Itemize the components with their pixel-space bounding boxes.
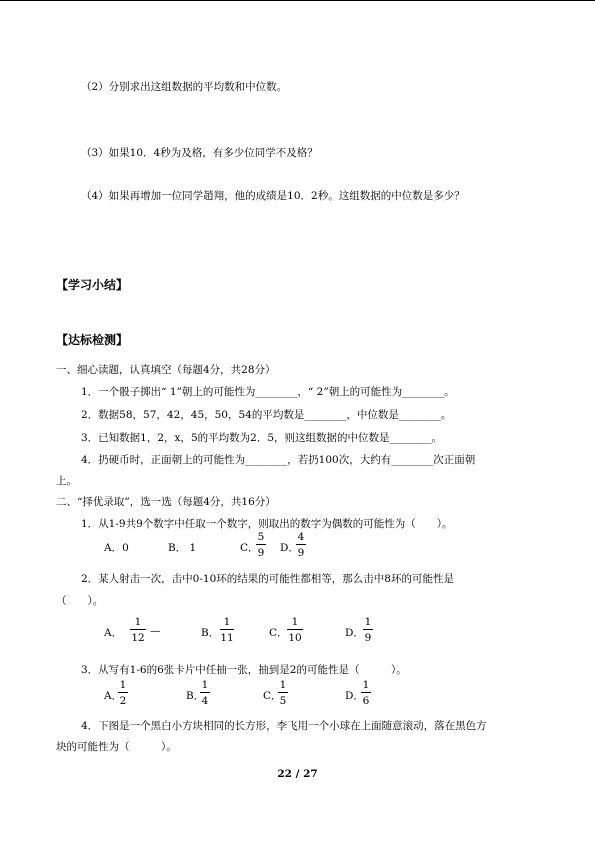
denominator: 4 <box>201 695 209 707</box>
part2-q1-option-c-fraction <box>256 531 266 559</box>
fraction-bar <box>118 692 128 693</box>
part2-q2-option-a-fraction <box>130 616 146 644</box>
numerator: 1 <box>364 616 372 628</box>
part2-q1-option-d-label: D． <box>280 542 299 554</box>
denominator: 5 <box>279 695 287 707</box>
part2-q3-option-b-fraction <box>200 679 210 707</box>
numerator: 1 <box>119 679 127 691</box>
denominator: 10 <box>288 632 302 644</box>
denominator: 9 <box>297 547 305 559</box>
part1-item-4-cont: 上。 <box>56 475 77 487</box>
part1-item-4: 4．扔硬币时，正面朝上的可能性为________，若扔100次，大约有________次正面朝 <box>81 454 476 466</box>
part1-title: 一、细心读题，认真填空（每题4分，共28分） <box>56 364 276 376</box>
numerator: 1 <box>291 616 299 628</box>
numerator: 1 <box>362 679 370 691</box>
part2-q1-option-c-label: C． <box>240 542 259 554</box>
part2-q2-option-a-dash: — <box>150 625 161 637</box>
part2-q2-option-c-fraction <box>287 616 303 644</box>
part2-title: 二、“择优录取”，选一选（每题4分，共16分） <box>56 496 276 508</box>
numerator: 5 <box>257 531 265 543</box>
fraction-bar <box>278 692 288 693</box>
question-3: （3）如果10．4秒为及格，有多少位同学不及格？ <box>81 147 318 159</box>
part2-q2-option-d-label: D． <box>345 627 364 639</box>
fraction-bar <box>130 629 146 630</box>
part2-q2-option-b-label: B． <box>201 627 220 639</box>
denominator: 6 <box>362 695 370 707</box>
part2-q3-option-c-fraction <box>278 679 288 707</box>
part1-item-2: 2．数据58，57，42，45，50，54的平均数是________，中位数是________。 <box>81 409 452 421</box>
top-rule <box>0 0 595 1</box>
part2-q2-option-b-fraction <box>220 616 234 644</box>
fraction-bar <box>361 692 371 693</box>
part2-q3-option-b-label: B． <box>186 690 205 702</box>
denominator: 2 <box>119 695 127 707</box>
page-number: 22 / 27 <box>277 768 318 780</box>
numerator: 1 <box>279 679 287 691</box>
part2-q3-option-d-label: D． <box>345 690 364 702</box>
part2-q3-option-c-label: C． <box>263 690 282 702</box>
part2-q4-stem-cont: 块的可能性为（ ）。 <box>56 741 177 753</box>
denominator: 12 <box>131 632 145 644</box>
part2-q3-option-d-fraction <box>361 679 371 707</box>
part2-q2-option-a-label: A． <box>104 627 123 639</box>
part1-item-1: 1．一个骰子掷出“ 1”朝上的可能性为________，“ 2”朝上的可能性为________。 <box>81 386 455 398</box>
numerator: 4 <box>297 531 305 543</box>
numerator: 1 <box>223 616 231 628</box>
part2-q4-stem: 4．下图是一个黑白小方块相同的长方形，李飞用一个小球在上面随意滚动，落在黑色方 <box>81 720 487 732</box>
question-2: （2）分别求出这组数据的平均数和中位数。 <box>81 81 288 93</box>
numerator: 1 <box>134 616 142 628</box>
part2-q2-stem: 2．某人射击一次，击中0-10环的结果的可能性都相等，那么击中8环的可能性是 <box>81 573 454 585</box>
part2-q3-option-a-label: A． <box>104 690 123 702</box>
part2-q3-stem: 3．从写有1-6的6张卡片中任抽一张，抽到是2的可能性是（ ）。 <box>81 664 407 676</box>
denominator: 9 <box>257 547 265 559</box>
fraction-bar <box>363 629 373 630</box>
part2-q1-option-d-fraction <box>296 531 306 559</box>
heading-summary: 【学习小结】 <box>56 278 129 292</box>
fraction-bar <box>287 629 303 630</box>
part2-q2-option-d-fraction <box>363 616 373 644</box>
fraction-bar <box>256 544 266 545</box>
part2-q1-stem: 1．从1-9共9个数字中任取一个数字，则取出的数字为偶数的可能性为（ ）。 <box>81 518 453 530</box>
part1-item-3: 3．已知数据1，2，x，5的平均数为2．5，则这组数据的中位数是________。 <box>81 432 443 444</box>
fraction-bar <box>200 692 210 693</box>
fraction-bar <box>296 544 306 545</box>
part2-q3-option-a-fraction <box>118 679 128 707</box>
part2-q1-option-b: B． 1 <box>168 542 197 554</box>
denominator: 9 <box>364 632 372 644</box>
part2-q2-stem-cont: （ ）。 <box>56 595 104 607</box>
part2-q2-option-c-label: C． <box>269 627 288 639</box>
question-4: （4）如果再增加一位同学趙翔，他的成绩是10．2秒。这组数据的中位数是多少？ <box>81 190 465 202</box>
heading-test: 【达标检测】 <box>56 333 129 347</box>
fraction-bar <box>220 629 234 630</box>
denominator: 11 <box>220 632 234 644</box>
part2-q1-option-a: A．0 <box>104 542 129 554</box>
numerator: 1 <box>201 679 209 691</box>
